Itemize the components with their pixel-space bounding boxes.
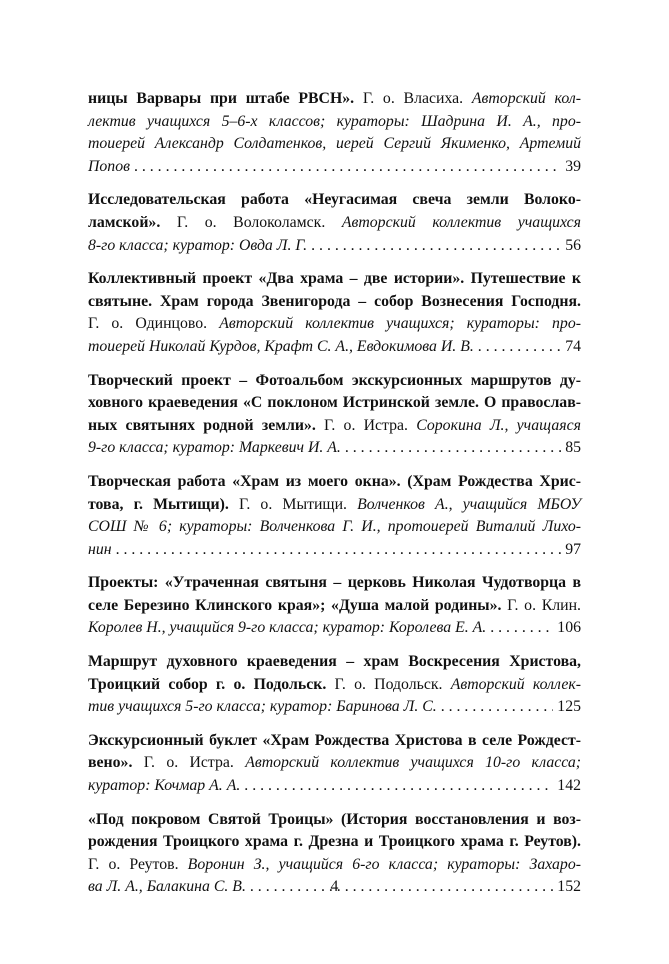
toc-entry-line — [88, 516, 581, 539]
toc-entry[interactable] — [88, 651, 581, 719]
toc-page-ref[interactable]: 39 — [565, 157, 581, 175]
toc-entry-line — [88, 370, 581, 393]
toc-entry-last-line — [88, 336, 581, 359]
toc-entry[interactable] — [88, 189, 581, 257]
toc-page-ref[interactable]: 74 — [565, 337, 581, 355]
toc-text-segment: святыне. Храм города Звенигорода – собор Вознесения Господня. — [88, 292, 581, 310]
toc-text-segment: Г. о. Истра. — [132, 754, 246, 772]
toc-entry-line — [88, 595, 581, 618]
toc-text-segment: Попов — [88, 157, 130, 175]
toc-text-segment: Творческий проект – Фотоальбом экскурсионных маршрутов ду- — [88, 371, 581, 389]
toc-text-segment: 8-го класса; куратор: Овда Л. Г. — [88, 236, 308, 254]
toc-entry-line — [88, 189, 581, 212]
toc-text-segment: Троицкий собор г. о. Подольск. — [88, 675, 327, 693]
toc-entry-line — [88, 752, 581, 775]
toc-text-segment: рождения Троицкого храма г. Дрезна и Троицкого храма г. Реутов). — [88, 833, 581, 851]
toc-entry-last-line — [88, 696, 581, 719]
toc-entry-line — [88, 415, 581, 438]
toc-entry[interactable] — [88, 88, 581, 178]
toc-entry-line — [88, 212, 581, 235]
toc-entry[interactable] — [88, 572, 581, 640]
toc-entry-last-line — [88, 617, 581, 640]
toc-entry-last-line — [88, 539, 581, 562]
toc-text-segment: лектив учащихся 5–6-х классов; кураторы: Шадрина И. А., про- — [88, 112, 581, 130]
toc-text-segment: ва Л. А., Балакина С. В. — [88, 878, 246, 896]
toc-entry-line — [88, 392, 581, 415]
toc-text-segment: Авторский коллектив учащихся — [341, 213, 581, 231]
toc-entry-line — [88, 313, 581, 336]
toc-text-segment: ламской». — [88, 213, 161, 231]
toc-entry-last-line — [88, 235, 581, 258]
toc-entry-line — [88, 730, 581, 753]
toc-text-segment: тоиерей Николай Курдов, Крафт С. А., Евдокимова И. В. — [88, 337, 474, 355]
toc-text-segment: Творческая работа «Храм из моего окна». (Храм Рождества Хрис- — [88, 472, 581, 490]
toc-text-segment: Волченков А., учащийся МБОУ — [357, 495, 581, 513]
toc-page-ref[interactable]: 56 — [565, 236, 581, 254]
toc-text-segment: Г. о. Истра. — [315, 416, 417, 434]
toc-text-segment: Г. о. Мытищи. — [228, 495, 358, 513]
toc-entry[interactable] — [88, 370, 581, 460]
dot-leader — [478, 336, 561, 359]
toc-entry-line — [88, 854, 581, 877]
toc-page-ref[interactable]: 97 — [565, 540, 581, 558]
toc-entry-line — [88, 831, 581, 854]
toc-entry-last-line — [88, 437, 581, 460]
dot-leader — [311, 235, 561, 258]
toc-text-segment: 9-го класса; куратор: Маркевич И. А. — [88, 439, 341, 457]
toc-text-segment: ницы Варвары при штабе РВСН». — [88, 90, 355, 107]
toc-text-segment: Г. о. Подольск. — [326, 675, 451, 693]
dot-leader — [134, 156, 561, 179]
toc-page-ref[interactable]: 106 — [557, 619, 581, 637]
toc-entry-line — [88, 674, 581, 697]
toc-text-segment: нин — [88, 540, 112, 558]
toc-text-segment: куратор: Кочмар А. А. — [88, 777, 241, 795]
toc-text-segment: тоиерей Александр Солдатенков, иерей Сергий Якименко, Артемий — [88, 135, 581, 153]
toc-entry-line — [88, 133, 581, 156]
toc-entry-line — [88, 291, 581, 314]
toc-text-segment: Авторский коллек- — [450, 675, 581, 693]
toc-page-ref[interactable]: 142 — [557, 777, 581, 795]
toc-text-segment: това, г. Мытищи). — [88, 495, 229, 513]
toc-text-segment: вено». — [88, 754, 133, 772]
toc-entry-line — [88, 111, 581, 134]
toc-entry-last-line — [88, 775, 581, 798]
toc-text-segment: Г. о. Реутов. — [88, 855, 188, 873]
toc-entry-line — [88, 651, 581, 674]
toc-text-segment: Г. о. Власиха. — [354, 90, 472, 107]
toc-text-segment: Г. о. Одинцово. — [88, 315, 220, 333]
toc-entry-line — [88, 494, 581, 517]
toc-text-segment: Воронин З., учащийся 6-го класса; кураторы: Захаро- — [187, 855, 581, 873]
toc-entry[interactable] — [88, 471, 581, 561]
toc-text-segment: тив учащихся 5-го класса; куратор: Баринова Л. С. — [88, 698, 437, 716]
dot-leader — [244, 775, 553, 798]
toc-page-ref[interactable]: 125 — [557, 698, 581, 716]
toc-entry-line — [88, 572, 581, 595]
toc-text-segment: Г. о. Волоколамск. — [160, 213, 342, 231]
toc-text-segment: Королев Н., учащийся 9-го класса; куратор: Королева Е. А. — [88, 619, 487, 637]
toc-entry[interactable] — [88, 730, 581, 798]
toc-text-segment: Авторский коллектив учащихся 10-го класса; — [245, 754, 581, 772]
toc-entry-line — [88, 268, 581, 291]
toc-page-ref[interactable]: 152 — [557, 878, 581, 896]
dot-leader — [345, 437, 561, 460]
toc-page-ref[interactable]: 85 — [565, 439, 581, 457]
toc-text-segment: Исследовательская работа «Неугасимая свеча земли Волоко- — [88, 191, 581, 209]
toc-text-segment: ных святынях родной земли». — [88, 416, 316, 434]
toc-entry-line — [88, 809, 581, 832]
toc-text-segment: Проекты: «Утраченная святыня – церковь Николая Чудотворца в — [88, 574, 581, 592]
toc-entry-line — [88, 471, 581, 494]
toc-text-segment: Авторский кол- — [471, 90, 581, 107]
toc-text-segment: СОШ № 6; кураторы: Волченкова Г. И., протоиерей Виталий Лихо- — [88, 518, 581, 536]
toc-text-segment: Коллективный проект «Два храма – две истории». Путешествие к — [88, 270, 581, 288]
dot-leader — [116, 539, 562, 562]
toc-text-segment: Сорокина Л., учащаяся — [416, 416, 582, 434]
toc-text-segment: «Под покровом Святой Троицы» (История восстановления и воз- — [88, 810, 581, 828]
toc-text-segment: Маршрут духовного краеведения – храм Воскресения Христова, — [88, 653, 581, 671]
toc-entry-line — [88, 88, 581, 111]
toc-text-segment: Г. о. Клин. — [501, 596, 581, 614]
table-of-contents — [88, 88, 581, 910]
toc-text-segment: Экскурсионный буклет «Храм Рождества Христова в селе Рождест- — [88, 731, 581, 749]
toc-text-segment: селе Березино Клинского края»; «Душа малой родины». — [88, 596, 502, 614]
toc-entry[interactable] — [88, 268, 581, 358]
toc-text-segment: ховного краеведения «С поклоном Истринской земле. О православ- — [88, 394, 581, 412]
dot-leader — [490, 617, 553, 640]
toc-text-segment: Авторский коллектив учащихся; кураторы: про- — [219, 315, 581, 333]
page-number: 4 — [330, 878, 339, 895]
dot-leader — [441, 696, 554, 719]
toc-entry-last-line — [88, 156, 581, 179]
